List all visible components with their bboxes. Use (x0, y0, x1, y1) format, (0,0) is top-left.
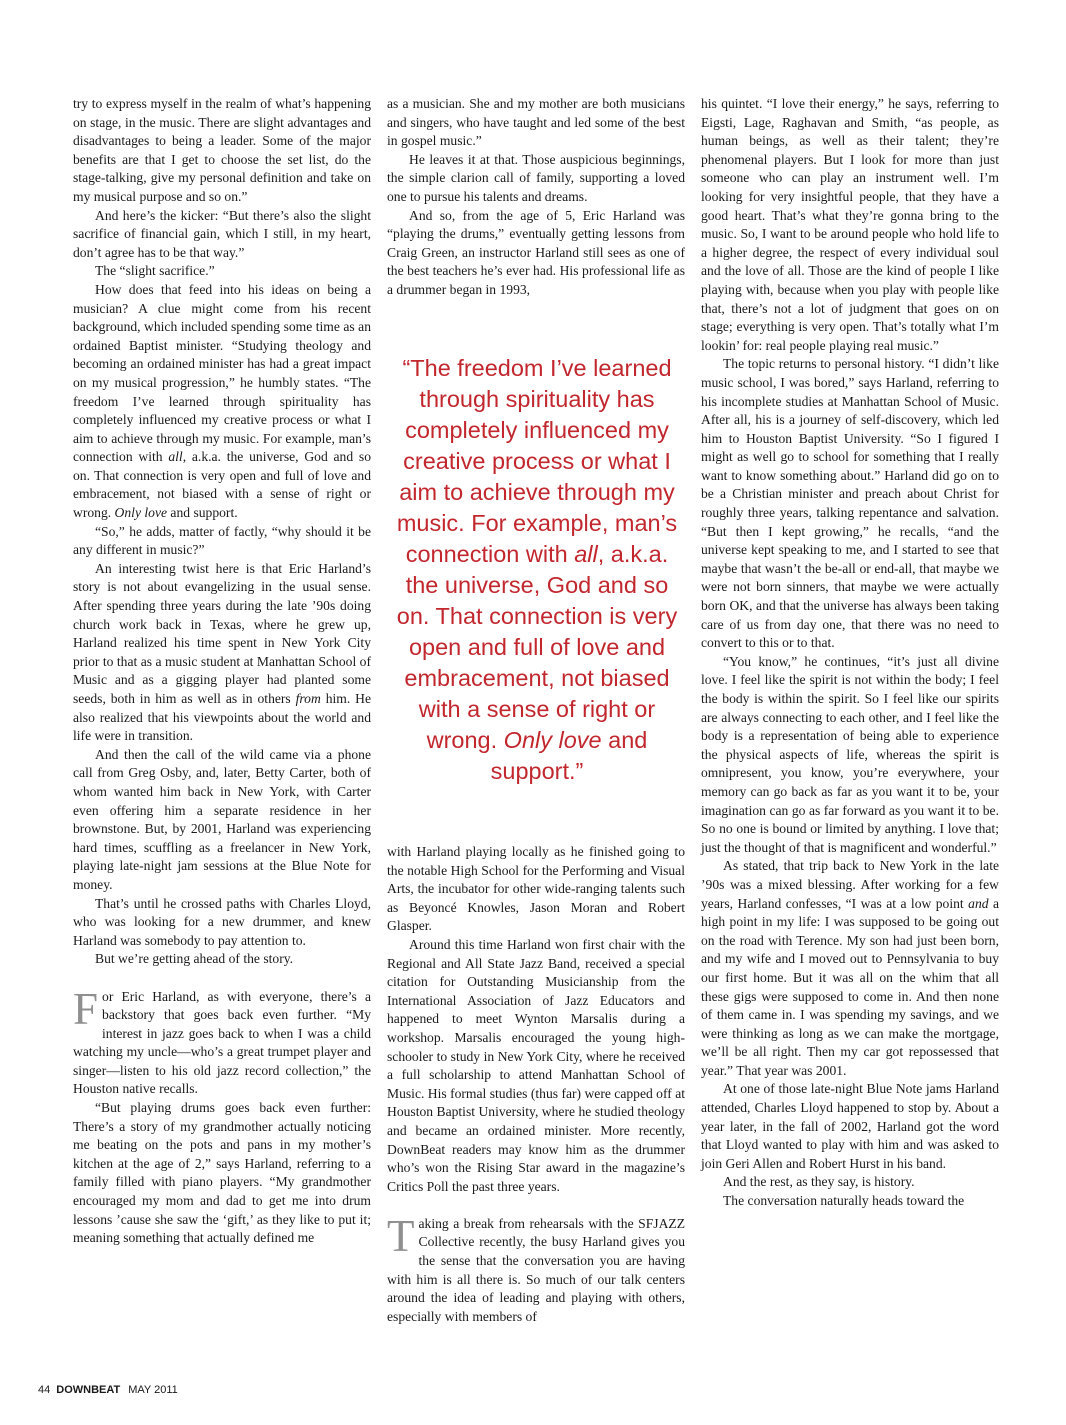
text-run: him. He also realized that his viewpoints about the world and life were in transition. (73, 691, 371, 744)
paragraph: And then the call of the wild came via a phone call from Greg Osby, and, later, Betty Carter, both of whom wanted him back in New York, with Carter even offering him a separate residence in her brownstone. But, by 2001, Harland was experiencing hard times, scuffling as a freelancer in New York, playing late-night jam sessions at the Blue Note for money. (73, 746, 371, 892)
paragraph: Around this time Harland won first chair with the Regional and All State Jazz Band, received a special citation for Outstanding Musicianship from the International Association of Jazz Educators and happened to meet Wynton Marsalis during a workshop. Marsalis encouraged the young high-schooler to study in New York City, where he received a full scholarship to attend Manhattan School of Music. His formal studies (thus far) were capped off at Houston Baptist University, where he studied theology and became an ordained minister. More recently, DownBeat readers may know him as the drummer who’s won the Rising Star award in the magazine’s Critics Poll the past three years. (387, 936, 685, 1194)
page-footer (38, 1384, 178, 1396)
paragraph: “So,” he adds, matter of factly, “why should it be any different in music?” (73, 523, 371, 558)
text-run: How does that feed into his ideas on being a musician? A clue might come from his recent background, which included spending some time as an ordained Baptist minister. “Studying theology and becoming an ordained minister has had a great impact on my musical progression,” he humbly states. “The freedom I’ve learned through spirituality has completely influenced my creative process or what I aim to achieve through my music. For example, man’s connection with (73, 281, 371, 465)
pull-quote (391, 353, 683, 787)
paragraph: his quintet. “I love their energy,” he says, referring to Eigsti, Lage, Raghavan and Smith, “as people, as human beings, as well as their talent; they’re phenomenal players. But I look for more than just someone who can play an instrument well. I’m looking for very insightful people, that they have a good heart. That’s what they’re gonna bring to the music. So, I want to be around people who hold life to a higher degree, the respect of every individual soul and the love of all. Those are the kind of people I like playing with, because when you play with people like that, there’s not a lot of judgment that goes on on stage; everything is very open. That’s totally what I’m lookin’ for: real people playing real music.” (701, 96, 999, 353)
emphasis: Only love (114, 505, 168, 521)
paragraph: And the rest, as they say, is history. (723, 1174, 915, 1190)
publication-name: DOWNBEAT (56, 1384, 121, 1396)
text-run: aking a break from rehearsals with the SFJAZZ Collective recently, the busy Harland gives you the sense that the conversation you are having with him is all there is. So much of our talk centers around the idea of leading and playing with others, especially with members of (387, 1215, 685, 1324)
emphasis: from (295, 691, 321, 706)
drop-cap: T (387, 1210, 415, 1261)
paragraph (701, 857, 999, 1080)
paragraph (73, 560, 371, 746)
paragraph: But we’re getting ahead of the story. (95, 951, 294, 967)
paragraph (73, 281, 371, 523)
paragraph: as a musician. She and my mother are both musicians and singers, who have taught and led some of the best in gospel music.” (387, 96, 685, 149)
text-run: and support.” (490, 727, 648, 784)
text-run: and support. (167, 505, 238, 521)
text-run: As stated, that trip back to New York in the late ’90s was a mixed blessing. After working for a few years, Harland confesses, “I was at a low point (701, 858, 999, 911)
article-column-1 (73, 95, 371, 1248)
paragraph: And so, from the age of 5, Eric Harland was “playing the drums,” eventually getting lessons from Craig Green, an instructor Harland still sees as one of the best teachers he’s ever had. His professional life as a drummer began in 1993, (387, 207, 685, 297)
paragraph: try to express myself in the realm of what’s happening on stage, in the music. There are slight advantages and disadvantages to being a leader. Some of the major benefits are that I get to choose the set list, do the stage-talking, give my personal definition and take on my musical purpose and so on.” (73, 96, 371, 204)
pull-quote-text (391, 353, 683, 787)
paragraph: with Harland playing locally as he finished going to the notable High School for the Performing and Visual Arts, the incubator for other wide-ranging talents such as Beyoncé Knowles, Jason Moran and Robert Glasper. (387, 844, 685, 934)
article-column-3 (701, 95, 999, 1211)
text-run: “The freedom I’ve learned through spirituality has completely influenced my creative process or what I aim to achieve through my music. For example, man’s connection with (396, 355, 678, 567)
article-column-2-top (387, 95, 685, 300)
text-run: or Eric Harland, as with everyone, there’s a backstory that goes back even further. “My interest in jazz goes back to when I was a child watching my uncle—who’s a great trumpet player and singer—listen to his old jazz record collection,” the Houston native recalls. (73, 988, 371, 1097)
text-run: An interesting twist here is that Eric Harland’s story is not about evangelizing in the usual sense. After spending three years during the late ’90s doing church work back in Texas, where he grew up, Harland realized his time spent in New York City prior to that as a music student at Manhattan School of Music and as a gigging player had planted some seeds, both in him as well as in others (73, 560, 371, 706)
emphasis: Only love (503, 727, 602, 753)
emphasis: all (168, 449, 183, 465)
paragraph: The conversation naturally heads toward the (723, 1193, 965, 1209)
emphasis: and (968, 895, 989, 911)
issue-date: MAY 2011 (128, 1384, 178, 1396)
paragraph: At one of those late-night Blue Note jams Harland attended, Charles Lloyd happened to stop by. About a year later, in the fall of 2002, Harland got the word that Lloyd wanted to play with him and was asked to join Geri Allen and Robert Hurst in his band. (701, 1081, 999, 1171)
paragraph: And here’s the kicker: “But there’s also the slight sacrifice of financial gain, which I still, in my heart, don’t agree has to be that way.” (73, 207, 371, 260)
drop-cap: F (73, 983, 99, 1034)
paragraph: “But playing drums goes back even further: There’s a story of my grandmother actually noticing me beating on the pots and pans in my mother’s kitchen at the age of 2,” says Harland, referring to a family filled with piano players. “My grandmother encouraged my mom and dad to get me into drum lessons ’cause she saw the ‘gift,’ as they like to put it; meaning something that actually defined me (73, 1100, 371, 1246)
paragraph: He leaves it at that. Those auspicious beginnings, the simple clarion call of family, supporting a loved one to pursue his talents and dreams. (387, 151, 685, 204)
emphasis: all (574, 541, 598, 567)
text-run: , a.k.a. the universe, God and so on. That connection is very open and full of love and embracement, not biased with a sense of right or wrong. (396, 541, 678, 753)
paragraph: The “slight sacrifice.” (95, 263, 215, 279)
text-run: , a.k.a. the universe, God and so on. That connection is very open and full of love and embracement, not biased with a sense of right or wrong. (73, 449, 371, 521)
paragraph: The topic returns to personal history. “I didn’t like music school, I was bored,” says Harland, referring to his incomplete studies at Manhattan School of Music. After all, his is a journey of self-discovery, which led him to Houston Baptist University. “So I figured I might as well go to school for something that I really want to know something about.” Harland did go on to be a Christian minister and preach about Christ for roughly three years, talking repentance and salvation. “But then I kept growing,” he recalls, “and the universe kept speaking to me, and I started to see that maybe that wasn’t the be-all or end-all, that maybe we were not born sinners, that maybe we were actually born OK, and that the universe has always been taking care of us from day one, that there was no need to convert to this or to that. (701, 356, 999, 651)
paragraph: That’s until he crossed paths with Charles Lloyd, who was looking for a new drummer, and knew Harland was somebody to pay attention to. (73, 895, 371, 948)
paragraph: “You know,” he continues, “it’s just all divine love. I feel like the spirit is not within the body; I feel the body is within the spirit. So I feel like our spirits are always connecting to each other, and I feel like the body is a representation of being able to experience the physical aspects of life, whereas the spirit is omnipresent, you know, you’re everywhere, your memory can go back as far as you want it to be, your imagination can go as far forward as you want it to be. So no one is bound or limited by anything. I love that; just the thought of that is magnificent and wonderful.” (701, 653, 999, 855)
paragraph-with-dropcap (387, 1210, 685, 1327)
paragraph-with-dropcap (73, 983, 371, 1100)
article-column-2-bottom (387, 843, 685, 1326)
text-run: a high point in my life: I was supposed to be going out on the road with Terence. My son had just been born, and my wife and I moved out to Pennsylvania to buy our first home. But it was all on the whim that all these gigs were supposed to come in. And then none of them came in. I was spending my savings, and we were thinking as long as we can make the mortgage, we’ll be all right. Then my car got repossessed that year.” That year was 2001. (701, 895, 999, 1078)
page-number: 44 (38, 1384, 51, 1396)
